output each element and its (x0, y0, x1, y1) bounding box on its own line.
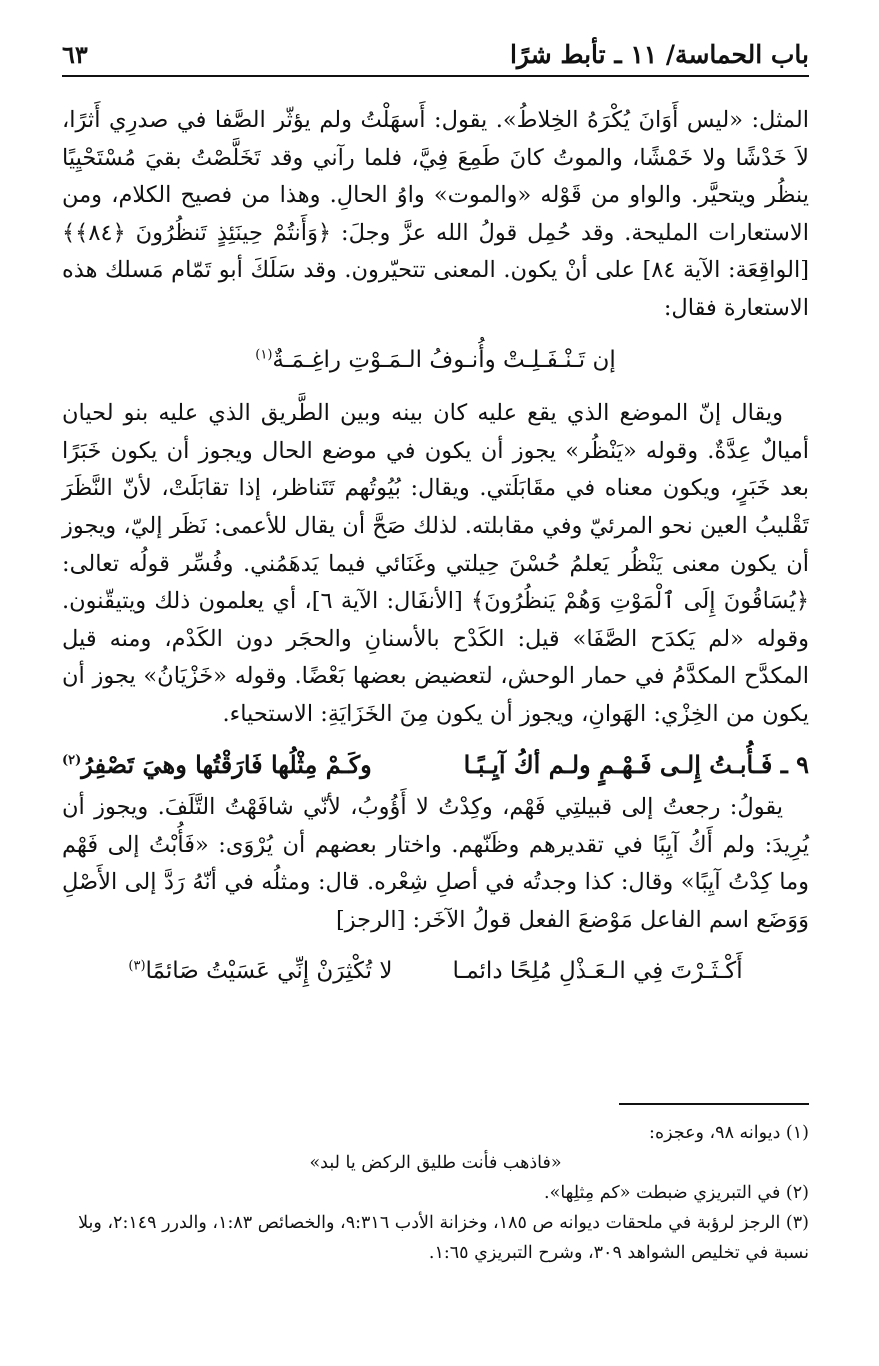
footnote-1: (١) ديوانه ٩٨، وعجزه: (649, 1123, 809, 1143)
page-number: ٦٣ (62, 40, 88, 69)
footnotes (62, 1118, 809, 1268)
poem-couplet-9 (62, 746, 809, 784)
header-title: باب الحماسة/ ١١ ـ تأبط شرًا (509, 40, 809, 69)
footnote-divider (619, 1103, 809, 1105)
footnote-2: (٢) في التبريزي ضبطت «كم مِثلِها». (544, 1183, 809, 1203)
footnote-3: (٣) الرجز لرؤبة في ملحقات ديوانه ص ١٨٥، وخزانة الأدب ٩:٣١٦، والخصائص ١:٨٣، والدرر ٢:١٤٩، وبلا نسبة في تخليص الشواهد ٣٠٩، وشرح التبريزي ١:٦٥. (78, 1213, 809, 1263)
footnote-marker-3: (٣) (128, 958, 146, 974)
paragraph-3: يقولُ: رجعتُ إلى قبيلتِي فَهْم، وكِدْتُ لا أَؤُوبُ، لأنّي شافَهْتُ التَّلَفَ. ويجوز أن يُرِيدَ: ولم أَكُ آيِبًا في تقديرهم وظَنّهم. واختار بعضهم أن يُرْوَى: «فَأُبْتُ إلى فَهْم وما كِدْتُ آيِبًا» وقال: كذا وجدتُه في أصلِ شِعْره. قال: ومثلُه في أنّهُ رَدَّ إلى الأَصْلِ وَوَضَع اسم الفاعل مَوْضعَ الفعل قولُ الآخَر: [الرجز] (62, 794, 809, 933)
paragraph-2: ويقال إنّ الموضع الذي يقع عليه كان بينه وبين الطَّريق الذي عليه بنو لحيان أميالٌ عِدَّةٌ. وقوله «يَنْظُر» يجوز أن يكون في موضع الحال ويجوز أن يكون خَبَرًا بعد خَبَرٍ، ويكون معناه في مقَابَلَتي. ويقال: بُيُوتُهم تَتَناظر، إذا تقابَلَتْ، لأنّ النَّظَرَ تَقْليبُ العين نحو المرئيّ وفي مقابلته. لذلك صَحَّ أن يقال للأعمى: نَظَر إليّ، ويجوز أن يكون معنى يَنْظُر يَعلمُ حُسْنَ حِيلتي وغَنَائي فيما يَدهَمُني. وفُسِّر قولُه تعالى: ﴿يُسَاقُونَ إِلَى ٱلْمَوْتِ وَهُمْ يَنظُرُونَ﴾ [الأنفَال: الآية ٦]، أي يعلمون ذلك ويتيقّنون. وقوله «لم يَكدَح الصَّفَا» قيل: الكَدْح بالأسنانِ والحجَر دون الكَدْم، ومنه قيل المكدَّح المكدَّمُ في حمار الوحش، لتعضيض بعضها بَعْضًا. وقوله «خَزْيَانُ» يجوز أن يكون من الخِزْي: الهَوانِ، ويجوز أن يكون مِنَ الخَزَايَةِ: الاستحياء. (62, 400, 810, 727)
couplet-first-hemistich: ٩ ـ فَـأُبـتُ إِلـى فَـهْـمٍ ولـم أكُ آيِـبًـا (463, 749, 809, 779)
verse-line-1 (62, 342, 809, 380)
footnote-1-quote: «فاذهب فأنت طليق الركض يا لبد» (309, 1153, 562, 1173)
rajaz-first-hemistich: أَكْـثَـرْتَ فِي الـعَـذْلِ مُلِحًا دائمـا (452, 958, 743, 985)
paragraph-1: المثل: «ليس أَوَانَ يُكْرَهُ الخِلاطُ». يقول: أَسهَلْتُ ولم يؤثّر الصَّفا في صدرِي أَثرًا، لاَ خَدْشًا ولا خَمْشًا، والموتُ كانَ طَمِعَ فِيَّ، فلما رآني وقد تَخَلَّصْتُ بقيَ مُسْتَحْيِيًا ينظُر ويتحيَّر. والواو من قَوْله «والموت» واوُ الحالِ. وهذا من فصيح الكلام، ومن الاستعارات المليحة. وقد حُمِل قولُ الله عزَّ وجلَ: ﴿وَأَنتُمْ حِينَئِذٍ تَنظُرُونَ ﴿٨٤﴾﴾ [الواقِعَة: الآية ٨٤] على أنْ يكون. المعنى تتحيّرون. وقد سَلَكَ أبو تَمّام مَسلك هذه الاستعارة فقال: (62, 107, 809, 321)
couplet-second-hemistich: وكَـمْ مِثْلُها فَارَقْتُها وهيَ تَصْفِرُ$^{(٢)}$ (62, 749, 372, 779)
verse-text: إن تَـنْـفَـلِـتْ وأُنـوفُ الـمَـوْتِ راغِـمَـةٌ (272, 346, 616, 373)
footnote-marker-2: (٢) (62, 752, 82, 768)
running-header (62, 40, 809, 77)
main-text (62, 102, 809, 991)
rajaz-couplet (62, 953, 809, 991)
footnote-marker-1: (١) (255, 346, 273, 362)
rajaz-second-hemistich: لا تُكْثِرَنْ إِنِّي عَسَيْتُ صَائمًا$^{(٣)}$ (128, 958, 393, 985)
